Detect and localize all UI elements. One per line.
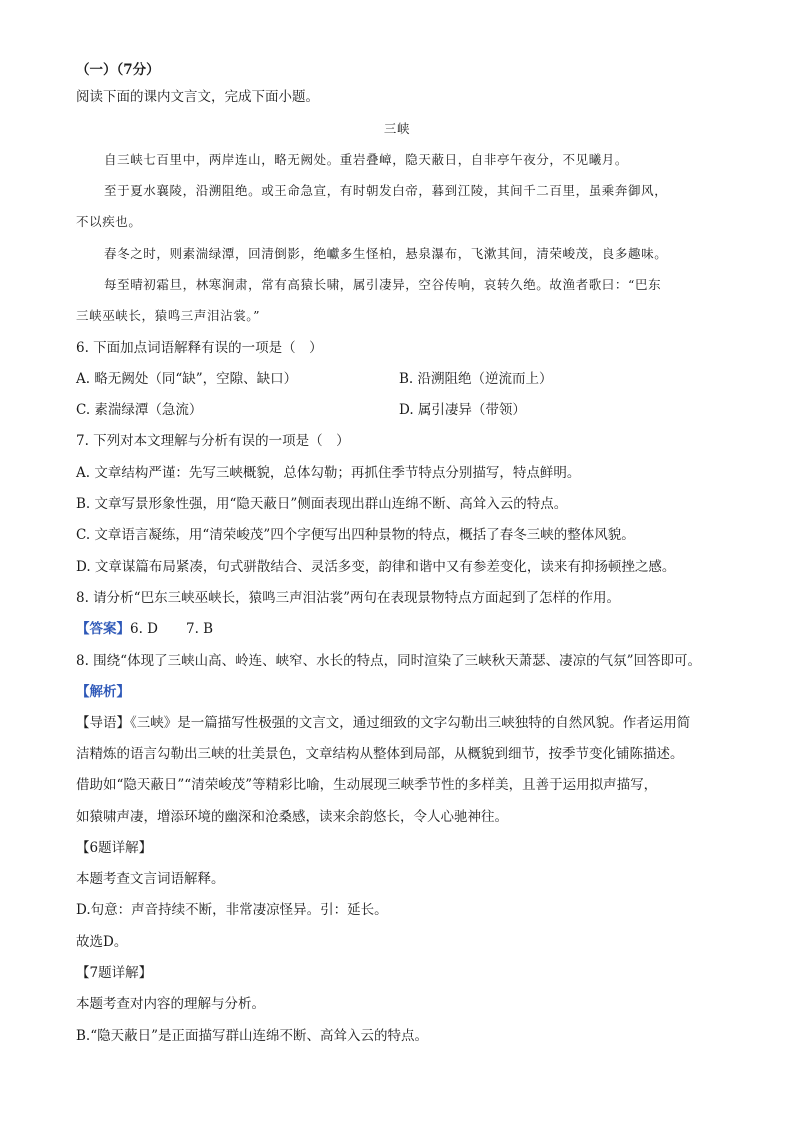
question-7-option-c: C. 文章语言凝练，用“清荣峻茂”四个字便写出四种景物的特点，概括了春冬三峡的整体风貌。 [76,527,635,543]
q7-detail-line-2: B.“隐天蔽日”是正面描写群山连绵不断、高耸入云的特点。 [76,1028,429,1044]
passage-paragraph-4: 每至晴初霜旦，林寒涧肃，常有高猿长啸，属引凄异，空谷传响，哀转久绝。故渔者歌曰：“巴东 [104,277,662,292]
passage-paragraph-4-cont: 三峡巫峡长，猿鸣三声泪沾裳。” [76,308,261,323]
passage-title: 三峡 [383,121,411,136]
guide-line-4: 如猿啸声凄，增添环境的幽深和沧桑感，读来余韵悠长，令人心驰神往。 [76,809,508,825]
question-7-option-a: A. 文章结构严谨：先写三峡概貌，总体勾勒；再抓住季节特点分别描写，特点鲜明。 [76,465,581,481]
passage-paragraph-2: 至于夏水襄陵，沿溯阻绝。或王命急宣，有时朝发白帝，暮到江陵，其间千二百里，虽乘奔御风， [104,183,668,198]
passage-paragraph-1: 自三峡七百里中，两岸连山，略无阙处。重岩叠嶂，隐天蔽日，自非亭午夜分，不见曦月。 [104,152,629,167]
guide-line-3: 借助如“隐天蔽日”“清荣峻茂”等精彩比喻，生动展现三峡季节性的多样美，且善于运用拟声描写， [76,777,658,793]
question-7-option-d: D. 文章谋篇布局紧凑，句式骈散结合、灵活多变，韵律和谐中又有参差变化，读来有抑扬顿挫之感。 [76,559,676,575]
q6-detail-line-3: 故选D。 [76,934,128,950]
q7-detail-line-1: 本题考查对内容的理解与分析。 [76,996,265,1012]
q6-detail-heading: 【6题详解】 [76,840,153,856]
guide-line-1: 【导语】《三峡》是一篇描写性极强的文言文，通过细致的文字勾勒出三峡独特的自然风貌。作者运用简 [76,715,691,731]
answer-8: 8. 围绕“体现了三峡山高、岭连、峡窄、水长的特点，同时渲染了三峡秋天萧瑟、凄凉的气氛”回答即可。 [76,653,701,669]
answer-6: 6. D [130,621,158,637]
q6-detail-line-2: D.句意：声音持续不断，非常凄凉怪异。引：延长。 [76,902,388,918]
question-7-stem: 7. 下列对本文理解与分析有误的一项是（ ） [76,433,350,449]
section-heading: （一）（7分） [76,62,160,78]
question-8-stem: 8. 请分析“巴东三峡巫峡长，猿鸣三声泪沾裳”两句在表现景物特点方面起到了怎样的作用。 [76,590,620,606]
question-6-option-b: B. 沿溯阻绝（逆流而上） [399,371,553,387]
instruction: 阅读下面的课内文言文，完成下面小题。 [76,89,319,105]
answer-line [76,620,213,638]
guide-line-2: 洁精炼的语言勾勒出三峡的壮美景色，文章结构从整体到局部，从概貌到细节，按季节变化铺陈描述。 [76,746,684,762]
q7-detail-heading: 【7题详解】 [76,965,153,981]
q6-detail-line-1: 本题考查文言词语解释。 [76,871,225,887]
analysis-label: 【解析】 [76,684,130,700]
question-6-option-c: C. 素湍绿潭（急流） [76,402,203,418]
passage-paragraph-2-cont: 不以疾也。 [76,214,142,229]
answer-7: 7. B [186,621,214,637]
question-6-option-d: D. 属引凄异（带领） [399,402,526,418]
question-6-option-a: A. 略无阙处（同“缺”，空隙、缺口） [76,371,298,387]
question-6-stem: 6. 下面加点词语解释有误的一项是（ ） [76,340,323,356]
question-7-option-b: B. 文章写景形象性强，用“隐天蔽日”侧面表现出群山连绵不断、高耸入云的特点。 [76,496,568,512]
passage-paragraph-3: 春冬之时，则素湍绿潭，回清倒影，绝巘多生怪柏，悬泉瀑布，飞漱其间，清荣峻茂，良多趣味。 [104,246,668,261]
answer-label: 【答案】 [76,621,130,637]
